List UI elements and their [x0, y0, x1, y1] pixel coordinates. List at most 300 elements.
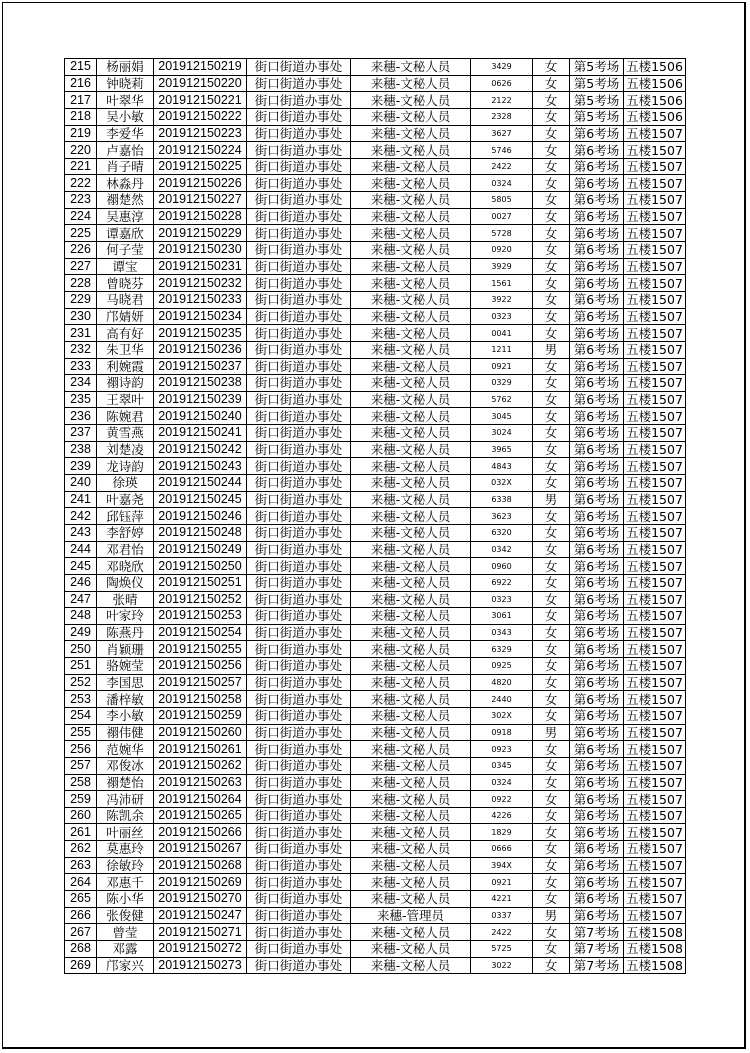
candidate-name-cell: 禤楚怡	[97, 774, 154, 791]
exam-room-cell: 第6考场	[570, 674, 624, 691]
id-suffix-cell: 2440	[471, 691, 533, 708]
exam-room-cell: 第6考场	[570, 142, 624, 159]
ticket-number-cell: 201912150239	[154, 391, 247, 408]
row-number-cell: 230	[65, 308, 97, 325]
exam-location-cell: 五楼1507	[624, 291, 686, 308]
employer-unit-cell: 街口街道办事处	[247, 391, 351, 408]
row-number-cell: 263	[65, 857, 97, 874]
gender-cell: 女	[533, 242, 570, 259]
table-row	[65, 824, 686, 841]
candidate-name-cell: 邓晓欣	[97, 558, 154, 575]
employer-unit-cell: 街口街道办事处	[247, 541, 351, 558]
table-row	[65, 924, 686, 941]
employer-unit-cell: 街口街道办事处	[247, 741, 351, 758]
id-suffix-cell: 0920	[471, 242, 533, 259]
id-suffix-cell: 6922	[471, 574, 533, 591]
row-number-cell: 227	[65, 258, 97, 275]
id-suffix-cell: 4221	[471, 891, 533, 908]
row-number-cell: 261	[65, 824, 97, 841]
ticket-number-cell: 201912150248	[154, 524, 247, 541]
exam-room-cell: 第6考场	[570, 225, 624, 242]
id-suffix-cell: 1561	[471, 275, 533, 292]
row-number-cell: 215	[65, 59, 97, 76]
table-row	[65, 408, 686, 425]
table-row	[65, 225, 686, 242]
exam-room-cell: 第6考场	[570, 524, 624, 541]
candidate-name-cell: 张晴	[97, 591, 154, 608]
gender-cell: 女	[533, 874, 570, 891]
table-row	[65, 841, 686, 858]
employer-unit-cell: 街口街道办事处	[247, 208, 351, 225]
exam-room-cell: 第6考场	[570, 242, 624, 259]
candidate-name-cell: 徐敏玲	[97, 857, 154, 874]
ticket-number-cell: 201912150261	[154, 741, 247, 758]
table-row	[65, 391, 686, 408]
ticket-number-cell: 201912150272	[154, 940, 247, 957]
position-cell: 来穗-文秘人员	[351, 308, 471, 325]
gender-cell: 女	[533, 940, 570, 957]
gender-cell: 女	[533, 591, 570, 608]
exam-room-cell: 第6考场	[570, 391, 624, 408]
candidate-name-cell: 钟晓莉	[97, 75, 154, 92]
exam-location-cell: 五楼1508	[624, 924, 686, 941]
candidate-name-cell: 莫惠玲	[97, 841, 154, 858]
table-row	[65, 308, 686, 325]
row-number-cell: 256	[65, 741, 97, 758]
row-number-cell: 253	[65, 691, 97, 708]
ticket-number-cell: 201912150242	[154, 441, 247, 458]
exam-room-cell: 第6考场	[570, 308, 624, 325]
gender-cell: 女	[533, 92, 570, 109]
employer-unit-cell: 街口街道办事处	[247, 757, 351, 774]
gender-cell: 女	[533, 691, 570, 708]
row-number-cell: 233	[65, 358, 97, 375]
position-cell: 来穗-文秘人员	[351, 608, 471, 625]
employer-unit-cell: 街口街道办事处	[247, 225, 351, 242]
candidate-name-cell: 高有好	[97, 325, 154, 342]
exam-location-cell: 五楼1507	[624, 674, 686, 691]
gender-cell: 女	[533, 425, 570, 442]
position-cell: 来穗-文秘人员	[351, 491, 471, 508]
exam-room-cell: 第6考场	[570, 724, 624, 741]
candidate-name-cell: 叶嘉尧	[97, 491, 154, 508]
ticket-number-cell: 201912150264	[154, 791, 247, 808]
candidate-name-cell: 陈凯余	[97, 807, 154, 824]
gender-cell: 女	[533, 574, 570, 591]
ticket-number-cell: 201912150249	[154, 541, 247, 558]
exam-location-cell: 五楼1507	[624, 491, 686, 508]
ticket-number-cell: 201912150262	[154, 757, 247, 774]
employer-unit-cell: 街口街道办事处	[247, 674, 351, 691]
table-row	[65, 142, 686, 159]
employer-unit-cell: 街口街道办事处	[247, 59, 351, 76]
table-row	[65, 874, 686, 891]
row-number-cell: 260	[65, 807, 97, 824]
row-number-cell: 226	[65, 242, 97, 259]
position-cell: 来穗-文秘人员	[351, 957, 471, 974]
table-row	[65, 574, 686, 591]
candidate-name-cell: 骆婉莹	[97, 658, 154, 675]
ticket-number-cell: 201912150257	[154, 674, 247, 691]
id-suffix-cell: 0922	[471, 791, 533, 808]
position-cell: 来穗-文秘人员	[351, 75, 471, 92]
table-row	[65, 358, 686, 375]
position-cell: 来穗-文秘人员	[351, 92, 471, 109]
id-suffix-cell: 0041	[471, 325, 533, 342]
table-row	[65, 158, 686, 175]
candidate-name-cell: 谭宝	[97, 258, 154, 275]
row-number-cell: 267	[65, 924, 97, 941]
position-cell: 来穗-文秘人员	[351, 441, 471, 458]
position-cell: 来穗-文秘人员	[351, 924, 471, 941]
candidate-name-cell: 利婉霞	[97, 358, 154, 375]
candidate-name-cell: 叶家玲	[97, 608, 154, 625]
row-number-cell: 216	[65, 75, 97, 92]
id-suffix-cell: 0918	[471, 724, 533, 741]
table-row	[65, 624, 686, 641]
id-suffix-cell: 0925	[471, 658, 533, 675]
ticket-number-cell: 201912150230	[154, 242, 247, 259]
position-cell: 来穗-文秘人员	[351, 841, 471, 858]
table-row	[65, 807, 686, 824]
exam-location-cell: 五楼1507	[624, 807, 686, 824]
ticket-number-cell: 201912150246	[154, 508, 247, 525]
exam-room-cell: 第7考场	[570, 957, 624, 974]
exam-room-cell: 第6考场	[570, 658, 624, 675]
exam-location-cell: 五楼1507	[624, 441, 686, 458]
id-suffix-cell: 3024	[471, 425, 533, 442]
position-cell: 来穗-文秘人员	[351, 458, 471, 475]
ticket-number-cell: 201912150220	[154, 75, 247, 92]
table-row	[65, 707, 686, 724]
ticket-number-cell: 201912150221	[154, 92, 247, 109]
exam-room-cell: 第6考场	[570, 891, 624, 908]
employer-unit-cell: 街口街道办事处	[247, 491, 351, 508]
employer-unit-cell: 街口街道办事处	[247, 408, 351, 425]
gender-cell: 女	[533, 757, 570, 774]
employer-unit-cell: 街口街道办事处	[247, 724, 351, 741]
table-row	[65, 125, 686, 142]
gender-cell: 男	[533, 491, 570, 508]
gender-cell: 女	[533, 791, 570, 808]
table-row	[65, 957, 686, 974]
position-cell: 来穗-文秘人员	[351, 275, 471, 292]
exam-room-cell: 第6考场	[570, 358, 624, 375]
row-number-cell: 252	[65, 674, 97, 691]
employer-unit-cell: 街口街道办事处	[247, 691, 351, 708]
position-cell: 来穗-文秘人员	[351, 774, 471, 791]
table-row	[65, 475, 686, 492]
gender-cell: 女	[533, 741, 570, 758]
exam-location-cell: 五楼1506	[624, 108, 686, 125]
exam-room-cell: 第6考场	[570, 158, 624, 175]
gender-cell: 女	[533, 175, 570, 192]
candidate-name-cell: 冯沛研	[97, 791, 154, 808]
candidate-name-cell: 曾晓芬	[97, 275, 154, 292]
exam-location-cell: 五楼1507	[624, 125, 686, 142]
exam-location-cell: 五楼1507	[624, 225, 686, 242]
exam-location-cell: 五楼1507	[624, 158, 686, 175]
gender-cell: 女	[533, 475, 570, 492]
candidate-name-cell: 李爱华	[97, 125, 154, 142]
employer-unit-cell: 街口街道办事处	[247, 475, 351, 492]
gender-cell: 女	[533, 225, 570, 242]
employer-unit-cell: 街口街道办事处	[247, 558, 351, 575]
candidate-name-cell: 禤伟健	[97, 724, 154, 741]
ticket-number-cell: 201912150269	[154, 874, 247, 891]
row-number-cell: 229	[65, 291, 97, 308]
gender-cell: 女	[533, 841, 570, 858]
ticket-number-cell: 201912150233	[154, 291, 247, 308]
table-row	[65, 175, 686, 192]
gender-cell: 女	[533, 957, 570, 974]
ticket-number-cell: 201912150235	[154, 325, 247, 342]
row-number-cell: 231	[65, 325, 97, 342]
candidate-name-cell: 邝婧妍	[97, 308, 154, 325]
ticket-number-cell: 201912150232	[154, 275, 247, 292]
gender-cell: 女	[533, 558, 570, 575]
table-row	[65, 524, 686, 541]
exam-room-cell: 第6考场	[570, 857, 624, 874]
ticket-number-cell: 201912150231	[154, 258, 247, 275]
exam-location-cell: 五楼1507	[624, 707, 686, 724]
employer-unit-cell: 街口街道办事处	[247, 291, 351, 308]
exam-room-cell: 第6考场	[570, 741, 624, 758]
gender-cell: 女	[533, 125, 570, 142]
table-row	[65, 791, 686, 808]
employer-unit-cell: 街口街道办事处	[247, 192, 351, 209]
exam-room-cell: 第6考场	[570, 508, 624, 525]
position-cell: 来穗-文秘人员	[351, 425, 471, 442]
id-suffix-cell: 5746	[471, 142, 533, 159]
candidate-name-cell: 卢嘉怡	[97, 142, 154, 159]
ticket-number-cell: 201912150241	[154, 425, 247, 442]
table-row	[65, 541, 686, 558]
exam-location-cell: 五楼1507	[624, 774, 686, 791]
gender-cell: 女	[533, 275, 570, 292]
candidate-name-cell: 陈燕丹	[97, 624, 154, 641]
position-cell: 来穗-文秘人员	[351, 524, 471, 541]
candidate-name-cell: 吴小敏	[97, 108, 154, 125]
id-suffix-cell: 3429	[471, 59, 533, 76]
gender-cell: 女	[533, 291, 570, 308]
table-row	[65, 724, 686, 741]
row-number-cell: 262	[65, 841, 97, 858]
gender-cell: 女	[533, 142, 570, 159]
ticket-number-cell: 201912150253	[154, 608, 247, 625]
row-number-cell: 241	[65, 491, 97, 508]
exam-location-cell: 五楼1507	[624, 841, 686, 858]
gender-cell: 女	[533, 774, 570, 791]
ticket-number-cell: 201912150258	[154, 691, 247, 708]
gender-cell: 女	[533, 258, 570, 275]
ticket-number-cell: 201912150225	[154, 158, 247, 175]
candidate-name-cell: 林淼丹	[97, 175, 154, 192]
id-suffix-cell: 0027	[471, 208, 533, 225]
row-number-cell: 235	[65, 391, 97, 408]
table-row	[65, 857, 686, 874]
ticket-number-cell: 201912150265	[154, 807, 247, 824]
exam-location-cell: 五楼1507	[624, 408, 686, 425]
row-number-cell: 244	[65, 541, 97, 558]
employer-unit-cell: 街口街道办事处	[247, 275, 351, 292]
gender-cell: 男	[533, 724, 570, 741]
id-suffix-cell: 6320	[471, 524, 533, 541]
position-cell: 来穗-文秘人员	[351, 757, 471, 774]
candidate-name-cell: 陈婉君	[97, 408, 154, 425]
ticket-number-cell: 201912150251	[154, 574, 247, 591]
position-cell: 来穗-文秘人员	[351, 125, 471, 142]
position-cell: 来穗-文秘人员	[351, 291, 471, 308]
employer-unit-cell: 街口街道办事处	[247, 425, 351, 442]
gender-cell: 女	[533, 375, 570, 392]
ticket-number-cell: 201912150238	[154, 375, 247, 392]
ticket-number-cell: 201912150243	[154, 458, 247, 475]
gender-cell: 男	[533, 907, 570, 924]
exam-room-cell: 第6考场	[570, 574, 624, 591]
row-number-cell: 217	[65, 92, 97, 109]
id-suffix-cell: 3965	[471, 441, 533, 458]
position-cell: 来穗-文秘人员	[351, 541, 471, 558]
exam-room-cell: 第6考场	[570, 491, 624, 508]
id-suffix-cell: 4226	[471, 807, 533, 824]
position-cell: 来穗-文秘人员	[351, 741, 471, 758]
ticket-number-cell: 201912150255	[154, 641, 247, 658]
ticket-number-cell: 201912150254	[154, 624, 247, 641]
row-number-cell: 243	[65, 524, 97, 541]
row-number-cell: 224	[65, 208, 97, 225]
employer-unit-cell: 街口街道办事处	[247, 707, 351, 724]
employer-unit-cell: 街口街道办事处	[247, 774, 351, 791]
candidate-name-cell: 张俊健	[97, 907, 154, 924]
employer-unit-cell: 街口街道办事处	[247, 75, 351, 92]
gender-cell: 女	[533, 508, 570, 525]
gender-cell: 女	[533, 624, 570, 641]
row-number-cell: 225	[65, 225, 97, 242]
gender-cell: 女	[533, 358, 570, 375]
row-number-cell: 248	[65, 608, 97, 625]
employer-unit-cell: 街口街道办事处	[247, 325, 351, 342]
gender-cell: 女	[533, 541, 570, 558]
exam-room-cell: 第6考场	[570, 591, 624, 608]
position-cell: 来穗-文秘人员	[351, 791, 471, 808]
gender-cell: 女	[533, 891, 570, 908]
position-cell: 来穗-文秘人员	[351, 225, 471, 242]
candidate-name-cell: 李国思	[97, 674, 154, 691]
employer-unit-cell: 街口街道办事处	[247, 458, 351, 475]
position-cell: 来穗-文秘人员	[351, 874, 471, 891]
row-number-cell: 234	[65, 375, 97, 392]
position-cell: 来穗-文秘人员	[351, 658, 471, 675]
candidate-roster-table	[64, 58, 686, 974]
gender-cell: 女	[533, 807, 570, 824]
id-suffix-cell: 0342	[471, 541, 533, 558]
employer-unit-cell: 街口街道办事处	[247, 92, 351, 109]
exam-location-cell: 五楼1507	[624, 757, 686, 774]
table-row	[65, 940, 686, 957]
exam-room-cell: 第7考场	[570, 940, 624, 957]
exam-room-cell: 第6考场	[570, 441, 624, 458]
id-suffix-cell: 302X	[471, 707, 533, 724]
employer-unit-cell: 街口街道办事处	[247, 641, 351, 658]
employer-unit-cell: 街口街道办事处	[247, 658, 351, 675]
exam-location-cell: 五楼1507	[624, 375, 686, 392]
row-number-cell: 249	[65, 624, 97, 641]
employer-unit-cell: 街口街道办事处	[247, 907, 351, 924]
table-row	[65, 891, 686, 908]
exam-location-cell: 五楼1507	[624, 658, 686, 675]
employer-unit-cell: 街口街道办事处	[247, 108, 351, 125]
table-row	[65, 75, 686, 92]
ticket-number-cell: 201912150237	[154, 358, 247, 375]
exam-room-cell: 第6考场	[570, 791, 624, 808]
id-suffix-cell: 5805	[471, 192, 533, 209]
ticket-number-cell: 201912150271	[154, 924, 247, 941]
id-suffix-cell: 0923	[471, 741, 533, 758]
row-number-cell: 264	[65, 874, 97, 891]
exam-room-cell: 第6考场	[570, 691, 624, 708]
ticket-number-cell: 201912150273	[154, 957, 247, 974]
exam-location-cell: 五楼1507	[624, 175, 686, 192]
table-row	[65, 757, 686, 774]
ticket-number-cell: 201912150226	[154, 175, 247, 192]
position-cell: 来穗-文秘人员	[351, 691, 471, 708]
gender-cell: 男	[533, 341, 570, 358]
row-number-cell: 250	[65, 641, 97, 658]
candidate-name-cell: 马晓君	[97, 291, 154, 308]
position-cell: 来穗-文秘人员	[351, 142, 471, 159]
exam-location-cell: 五楼1507	[624, 891, 686, 908]
employer-unit-cell: 街口街道办事处	[247, 142, 351, 159]
exam-room-cell: 第5考场	[570, 59, 624, 76]
candidate-name-cell: 肖颖珊	[97, 641, 154, 658]
candidate-name-cell: 王翠叶	[97, 391, 154, 408]
exam-location-cell: 五楼1506	[624, 92, 686, 109]
id-suffix-cell: 0324	[471, 774, 533, 791]
candidate-name-cell: 潘梓敏	[97, 691, 154, 708]
id-suffix-cell: 5728	[471, 225, 533, 242]
position-cell: 来穗-文秘人员	[351, 391, 471, 408]
row-number-cell: 218	[65, 108, 97, 125]
candidate-name-cell: 刘楚凌	[97, 441, 154, 458]
id-suffix-cell: 3022	[471, 957, 533, 974]
candidate-name-cell: 叶翠华	[97, 92, 154, 109]
candidate-name-cell: 陶焕仪	[97, 574, 154, 591]
id-suffix-cell: 6329	[471, 641, 533, 658]
exam-location-cell: 五楼1507	[624, 608, 686, 625]
id-suffix-cell: 0626	[471, 75, 533, 92]
row-number-cell: 219	[65, 125, 97, 142]
roster-body	[65, 59, 686, 974]
position-cell: 来穗-文秘人员	[351, 707, 471, 724]
row-number-cell: 236	[65, 408, 97, 425]
gender-cell: 女	[533, 75, 570, 92]
exam-room-cell: 第6考场	[570, 641, 624, 658]
exam-room-cell: 第5考场	[570, 92, 624, 109]
ticket-number-cell: 201912150267	[154, 841, 247, 858]
row-number-cell: 257	[65, 757, 97, 774]
position-cell: 来穗-文秘人员	[351, 574, 471, 591]
exam-location-cell: 五楼1507	[624, 558, 686, 575]
candidate-name-cell: 杨丽娟	[97, 59, 154, 76]
candidate-name-cell: 禤楚然	[97, 192, 154, 209]
id-suffix-cell: 0345	[471, 757, 533, 774]
exam-room-cell: 第7考场	[570, 924, 624, 941]
exam-room-cell: 第6考场	[570, 824, 624, 841]
row-number-cell: 221	[65, 158, 97, 175]
id-suffix-cell: 2422	[471, 924, 533, 941]
id-suffix-cell: 0343	[471, 624, 533, 641]
